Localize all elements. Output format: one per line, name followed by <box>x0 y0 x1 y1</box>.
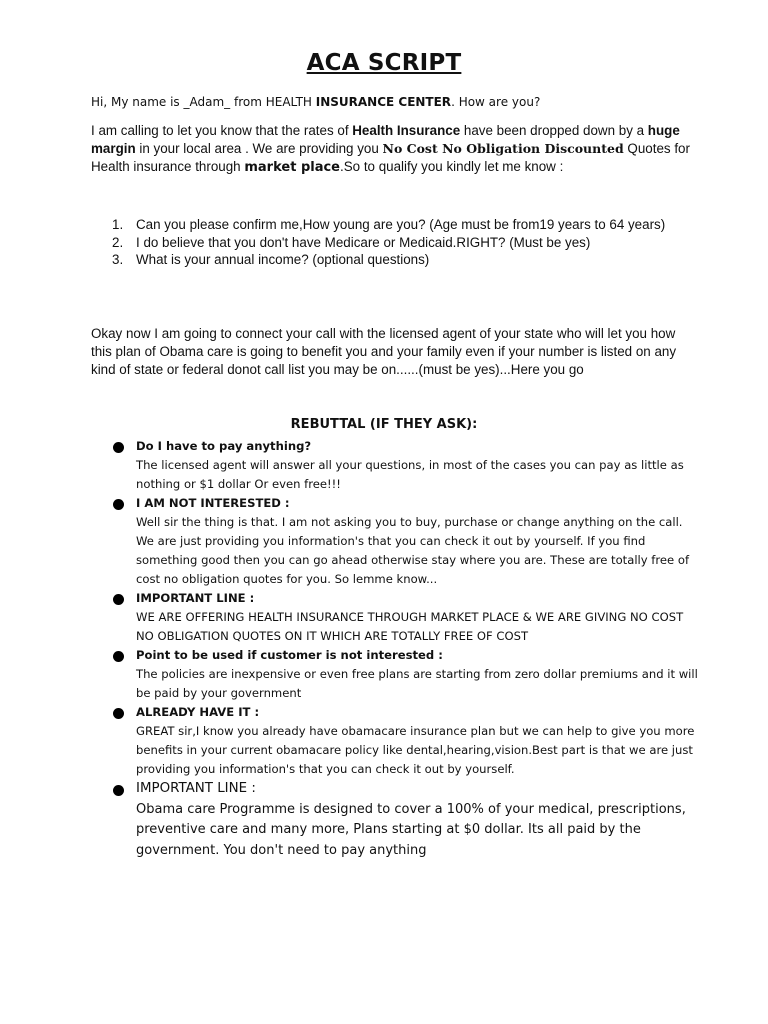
rebuttal-answer: The licensed agent will answer all your questions, in most of the cases you can pay as little as nothing or $1 dollar Or even free!!! <box>136 458 684 491</box>
question-item <box>110 234 670 252</box>
question-item <box>110 251 670 269</box>
bullet-icon <box>113 442 124 453</box>
intro-bold-market-place: market place <box>244 160 340 175</box>
intro-text-4: Quotes for Health insurance through <box>91 141 690 174</box>
intro-text-3: in your local area . We are providing you <box>135 141 383 156</box>
bullet-icon <box>113 785 124 796</box>
rebuttal-item <box>108 494 698 589</box>
intro-bold-health-insurance: Health Insurance <box>352 123 461 138</box>
rebuttal-item <box>108 703 698 779</box>
rebuttal-answer: Well sir the thing is that. I am not asking you to buy, purchase or change anything on the call. We are just providing you information's that you can check it out by yourself. If you find something good then you can go ahead otherwise stay where you are. These are totally free of cost no obligation quotes for you. So lemme know... <box>136 515 690 586</box>
rebuttal-item <box>108 646 698 703</box>
rebuttal-item <box>108 589 698 646</box>
qualifying-questions-list <box>110 216 670 269</box>
bullet-icon <box>113 499 124 510</box>
rebuttal-list <box>108 437 698 861</box>
intro-paragraph <box>91 122 691 177</box>
rebuttal-question: Do I have to pay anything? <box>136 439 312 453</box>
intro-bold-huge-margin: huge margin <box>91 123 680 156</box>
intro-text-1: I am calling to let you know that the rates of <box>91 123 353 138</box>
greeting-line <box>91 95 540 109</box>
rebuttal-question: IMPORTANT LINE : <box>136 781 256 796</box>
question-text: I do believe that you don't have Medicare or Medicaid.RIGHT? (Must be yes) <box>136 234 591 250</box>
question-item <box>110 216 670 234</box>
question-number: 2. <box>112 234 124 250</box>
question-text: Can you please confirm me,How young are you? (Age must be from19 years to 64 years) <box>136 217 666 232</box>
rebuttal-item <box>108 779 698 861</box>
rebuttal-question: IMPORTANT LINE : <box>136 591 255 605</box>
document-title: ACA SCRIPT <box>306 50 462 76</box>
intro-text-2: have been dropped down by a <box>460 123 648 138</box>
rebuttal-answer: The policies are inexpensive or even free plans are starting from zero dollar premiums and it will be paid by your government <box>136 667 698 700</box>
bullet-icon <box>113 594 124 605</box>
rebuttal-heading: REBUTTAL (IF THEY ASK): <box>290 417 478 432</box>
rebuttal-item <box>108 437 698 494</box>
question-number: 1. <box>112 217 124 232</box>
intro-bold-no-cost: No Cost No Obligation Discounted <box>382 141 624 156</box>
rebuttal-answer: Obama care Programme is designed to cover a 100% of your medical, prescriptions, preventive care and many more, Plans starting at $0 dollar. Its all paid by the government. You don't need to pay anything <box>136 801 686 858</box>
rebuttal-answer: GREAT sir,I know you already have obamacare insurance plan but we can help to give you more benefits in your current obamacare policy like dental,hearing,vision.Best part is that we are just providing you information's that you can check it out by yourself. <box>136 724 695 776</box>
greeting-text-2: . How are you? <box>451 95 541 109</box>
rebuttal-question: I AM NOT INTERESTED : <box>136 496 290 510</box>
greeting-text-1: Hi, My name is _Adam_ from HEALTH <box>91 95 316 109</box>
intro-text-5: .So to qualify you kindly let me know : <box>340 159 564 174</box>
bullet-icon <box>113 651 124 662</box>
rebuttal-question: Point to be used if customer is not interested : <box>136 648 443 662</box>
bullet-icon <box>113 708 124 719</box>
question-number: 3. <box>112 252 124 268</box>
rebuttal-answer: WE ARE OFFERING HEALTH INSURANCE THROUGH MARKET PLACE & WE ARE GIVING NO COST NO OBLIGATION QUOTES ON IT WHICH ARE TOTALLY FREE OF COST <box>136 610 684 643</box>
connect-paragraph: Okay now I am going to connect your call with the licensed agent of your state who will let you how this plan of Obama care is going to benefit you and your family even if your number is listed on any kind of state or federal donot call list you may be on......(must be yes)...Here you go <box>91 326 677 377</box>
question-text: What is your annual income? (optional questions) <box>136 252 430 268</box>
rebuttal-question: ALREADY HAVE IT : <box>136 705 260 719</box>
greeting-company: INSURANCE CENTER <box>315 95 452 109</box>
